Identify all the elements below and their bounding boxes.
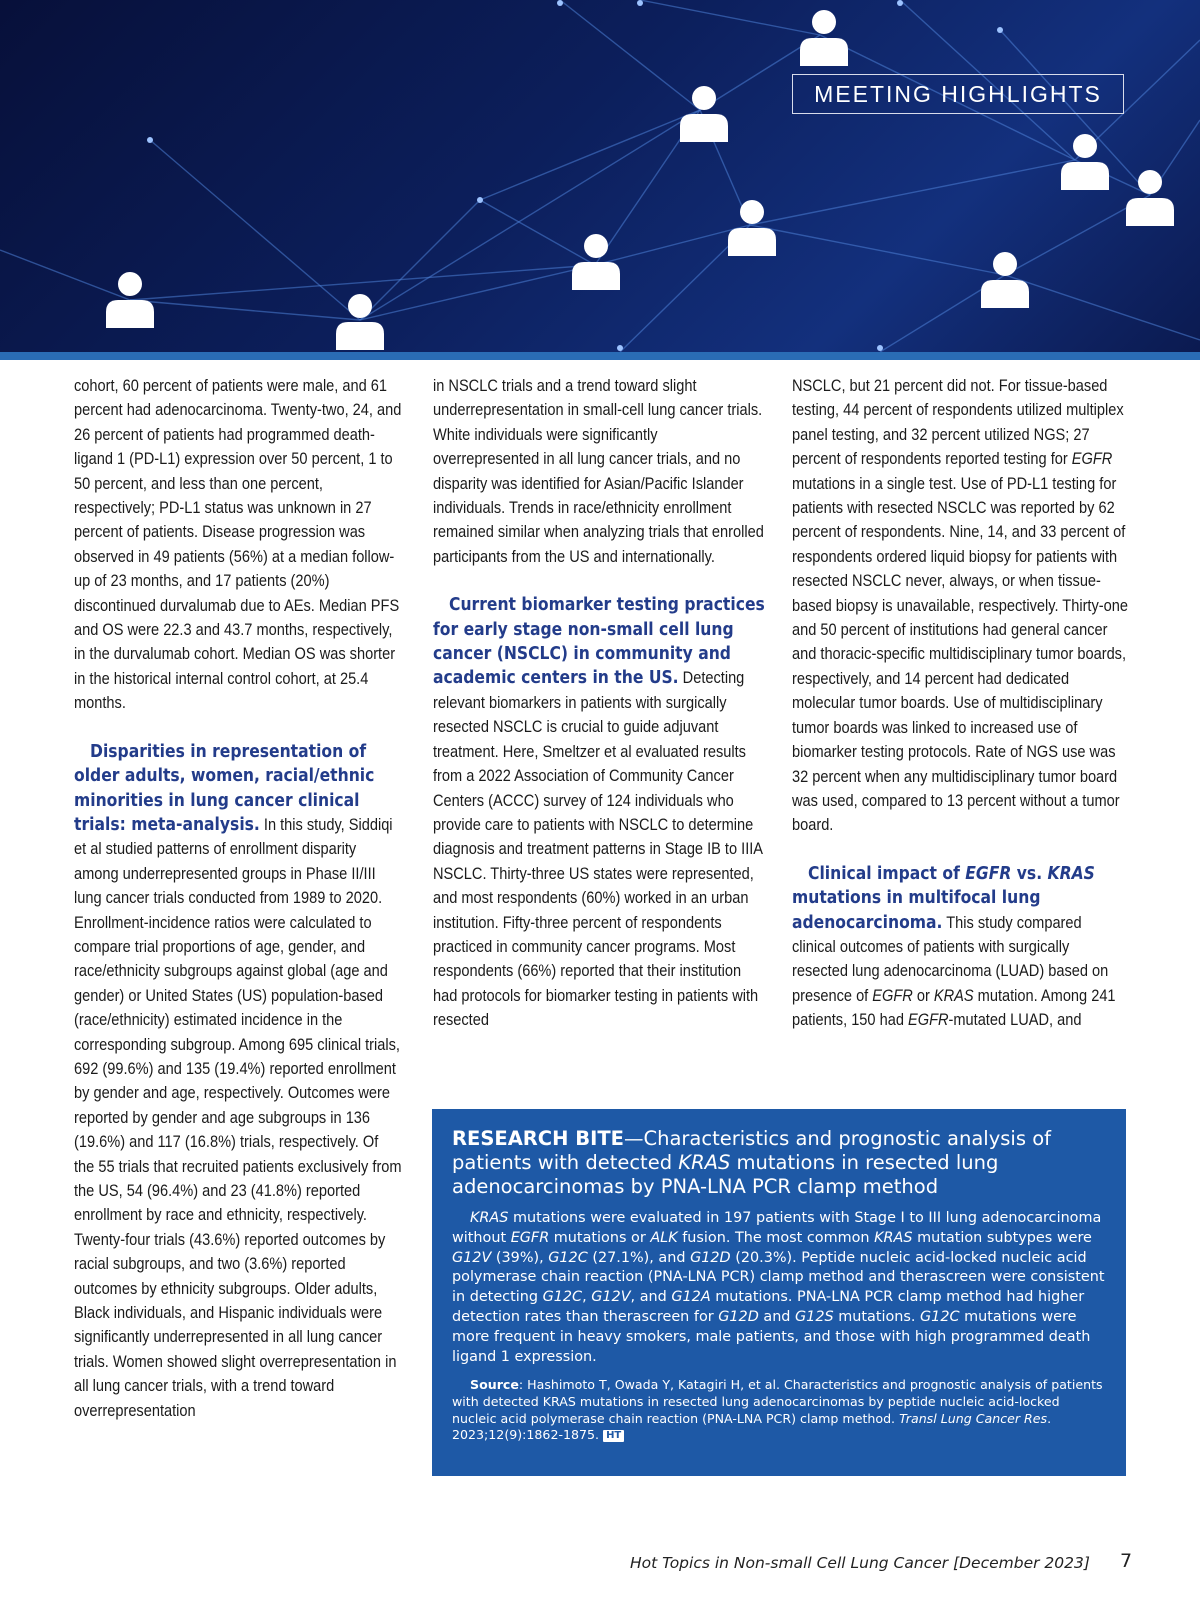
body-text: fusion. The most common (677, 1229, 875, 1246)
body-text: mutations were more frequent in heavy smokers, male patients, and those with high programmed death ligand 1 expression. (452, 1308, 1091, 1365)
mutation-name: G12V (591, 1289, 631, 1306)
column-2 (433, 374, 766, 1033)
column-3 (792, 374, 1128, 1033)
research-bite-box (432, 1109, 1126, 1476)
paragraph-text: NSCLC, but 21 percent did not. For tissue-based testing, 44 percent of respondents utilized multiplex panel testing, and 32 percent utilized NGS; 27 percent of respondents reported testing for (792, 377, 1124, 469)
journal-name: Transl Lung Cancer Res (899, 1410, 1048, 1426)
paragraph-text: cohort, 60 percent of patients were male, and 61 percent had adenocarcinoma. Twenty-two, 24, and 26 percent of patients had programmed death-ligand 1 (PD-L1) expression over 50 percent, 1 to 50 percent, and less than one percent, respectively; PD-L1 status was unknown in 27 percent of patients. Disease progression was observed in 49 patients (56%) at a median follow-up of 23 months, and 17 patients (20%) discontinued durvalumab due to AEs. Median PFS and OS were 22.3 and 43.7 months, respectively, in the durvalumab cohort. Median OS was shorter in the historical internal control cohort, at 25.4 months. (74, 377, 402, 713)
title-text: mutations in resected lung adenocarcinomas by PNA-LNA PCR clamp method (452, 1151, 999, 1198)
mutation-name: G12C (548, 1249, 588, 1266)
body-text: and (758, 1308, 796, 1325)
person-icon (572, 234, 620, 290)
research-bite-title (452, 1127, 1108, 1199)
mutation-name: G12V (452, 1249, 492, 1266)
paragraph-text: In this study, Siddiqi et al studied patterns of enrollment disparity among underrepresented groups in Phase II/III lung cancer trials conducted from 1989 to 2020. Enrollment-incidence ratios were calculated to compare trial proportions of age, gender, and race/ethnicity subgroups against global (age and gender) or United States (US) population-based (race/ethnicity) estimated incidence in the corresponding subgroup. Among 695 clinical trials, 692 (99.6%) and 135 (19.4%) reported enrollment by gender and age, respectively. Outcomes were reported by gender and age subgroups in 136 (19.6%) and 117 (16.8%) trials, respectively. Of the 55 trials that recruited patients exclusively from the US, 54 (96.4%) and 23 (41.8%) reported enrollment by race and ethnicity, respectively. Twenty-four trials (43.6%) reported outcomes by racial subgroups, and two (3.6%) reported outcomes by ethnicity subgroups. Older adults, Black individuals, and Hispanic individuals were significantly underrepresented in all lung cancer trials. Women showed slight overrepresentation in all lung cancer trials, with a trend toward overrepresentation (74, 815, 402, 1420)
heading-text: vs. (1011, 863, 1048, 884)
mutation-name: G12C (542, 1289, 583, 1306)
mutation-name: G12D (718, 1308, 759, 1325)
heading-text: mutations in multifocal lung adenocarcinoma. (792, 888, 1041, 933)
body-text: , (582, 1289, 592, 1306)
gene-name: KRAS (933, 986, 974, 1005)
paragraph (792, 374, 1128, 838)
paragraph-text: -mutated LUAD, and (948, 1011, 1082, 1030)
body-text: (39%), (491, 1249, 549, 1266)
header-banner (0, 0, 1200, 352)
source-label: Source (470, 1377, 519, 1393)
mutation-name: G12S (795, 1308, 834, 1325)
section-heading: Disparities in representation of older adults, women, racial/ethnic minorities in lung cancer clinical trials: meta-analysis. (74, 741, 375, 835)
network-illustration (0, 0, 1200, 352)
body-text: (20.3%). Peptide nucleic acid-locked nucleic acid polymerase chain reaction (PNA-LNA PCR) clamp method and therascreen were consistent in detecting (452, 1249, 1105, 1306)
column-1 (74, 374, 402, 1423)
research-bite-body (452, 1209, 1108, 1367)
footer-title: Hot Topics in Non-small Cell Lung Cancer [December 2023] (630, 1554, 1090, 1572)
paragraph (792, 862, 1128, 1033)
ht-badge: HT (603, 1430, 624, 1442)
banner-stripe (0, 352, 1200, 360)
source-text: . 2023;12(9):1862-1875. (452, 1410, 1052, 1443)
body-text: mutations. PNA-LNA PCR clamp method had higher detection rates than therascreen for (452, 1289, 1085, 1325)
person-icon (106, 272, 154, 328)
paragraph-text: or (912, 986, 934, 1005)
person-icon (1126, 170, 1174, 226)
paragraph-text: in NSCLC trials and a trend toward slight underrepresentation in small-cell lung cancer trials. White individuals were significantly overrepresented in all lung cancer trials, and no disparity was identified for Asian/Pacific Islander individuals. Trends in race/ethnicity enrollment remained similar when analyzing trials that enrolled participants from the US and internationally. (433, 377, 764, 566)
body-text: mutation subtypes were (912, 1229, 1092, 1246)
person-icon (800, 10, 848, 66)
mutation-name: G12A (671, 1289, 711, 1306)
person-icon (680, 86, 728, 142)
source-text: : Hashimoto T, Owada Y, Katagiri H, et al. Characteristics and prognostic analysis of patients with detected KRAS mutations in resected lung adenocarcinomas by peptide nucleic acid-locked nucleic acid polymerase chain reaction (PNA-LNA PCR) clamp method. (452, 1377, 1103, 1426)
paragraph-text: mutation. Among 241 patients, 150 had (792, 986, 1116, 1030)
body-text: mutations were evaluated in 197 patients with Stage I to III lung adenocarcinoma without (452, 1210, 1102, 1246)
section-heading: Current biomarker testing practices for early stage non-small cell lung cancer (NSCLC) in community and academic centers in the US. (433, 595, 765, 689)
research-bite-label: RESEARCH BITE (452, 1127, 624, 1150)
gene-name: EGFR (872, 986, 913, 1005)
gene-name: EGFR (1071, 450, 1113, 469)
paragraph (74, 740, 402, 1423)
research-bite-source (452, 1377, 1108, 1443)
gene-name: KRAS (1047, 863, 1095, 884)
body-text: mutations or (549, 1229, 651, 1246)
gene-name: EGFR (510, 1229, 550, 1246)
mutation-name: G12D (690, 1249, 731, 1266)
heading-text: Clinical impact of (808, 863, 966, 884)
body-text: , and (630, 1289, 672, 1306)
body-text: mutations. (833, 1308, 921, 1325)
gene-name: ALK (650, 1229, 678, 1246)
gene-name: KRAS (678, 1151, 731, 1174)
paragraph (433, 593, 766, 1032)
paragraph (74, 374, 402, 716)
gene-name: EGFR (965, 863, 1012, 884)
page-number: 7 (1120, 1550, 1133, 1572)
paragraph-text: Detecting relevant biomarkers in patients with surgically resected NSCLC is crucial to guide adjuvant treatment. Here, Smeltzer et al evaluated results from a 2022 Association of Community Cancer Centers (ACCC) survey of 124 individuals who provide care to patients with NSCLC to determine diagnosis and treatment patterns in Stage IB to IIIA NSCLC. Thirty-three US states were represented, and most respondents (60%) worked in an urban institution. Fifty-three percent of respondents practiced in community cancer programs. Most respondents (66%) reported that their institution had protocols for biomarker testing in patients with resected (433, 669, 763, 1030)
title-text: —Characteristics and prognostic analysis of patients with detected (452, 1127, 1051, 1174)
meeting-highlights-badge: MEETING HIGHLIGHTS (792, 74, 1124, 114)
gene-name: KRAS (874, 1229, 913, 1246)
paragraph-text: mutations in a single test. Use of PD-L1 testing for patients with resected NSCLC was reported by 62 percent of respondents. Nine, 14, and 33 percent of respondents ordered liquid biopsy for patients with resected NSCLC never, always, or when tissue-based biopsy is unavailable, respectively. Thirty-one and 50 percent of institutions had general cancer and thoracic-specific multidisciplinary tumor boards, respectively, and 14 percent had dedicated molecular tumor boards. Use of multidisciplinary tumor boards was linked to increased use of biomarker testing protocols. Rate of NGS use was 32 percent when any multidisciplinary tumor board was used, compared to 13 percent without a tumor board. (792, 474, 1128, 835)
mutation-name: G12C (920, 1308, 960, 1325)
body-text: (27.1%), and (587, 1249, 691, 1266)
paragraph-text: This study compared clinical outcomes of patients with surgically resected lung adenocarcinoma (LUAD) based on presence of (792, 913, 1109, 1005)
gene-name: KRAS (470, 1210, 509, 1226)
gene-name: EGFR (907, 1011, 949, 1030)
paragraph (433, 374, 766, 569)
